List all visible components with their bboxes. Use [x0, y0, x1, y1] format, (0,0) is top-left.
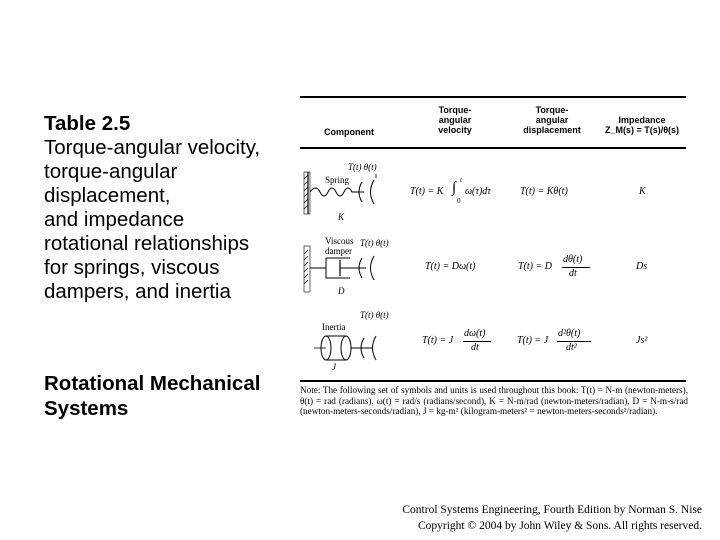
table-caption: [44, 112, 306, 304]
header-component: Component: [324, 127, 374, 137]
spring-velocity-lhs: T(t) = K: [410, 186, 444, 197]
header-impedance: Impedance Z_M(s) = T(s)/θ(s): [604, 115, 680, 135]
caption-line: Torque-angular velocity,: [44, 136, 261, 159]
heading-line: Systems: [44, 397, 129, 420]
spring-velocity-rhs: ω(τ)dτ: [465, 186, 491, 197]
spring-displacement: T(t) = Kθ(t): [520, 186, 568, 197]
damper-diagram: [304, 246, 404, 296]
inertia-velocity-num: dω(t): [464, 328, 486, 339]
slide-heading: [44, 371, 306, 421]
spring-label: Spring: [325, 175, 350, 185]
table-note: Note: The following set of symbols and units is used throughout this book: T(t) = N-m (newton-meters), θ(t) = rad (radians), ω(t) = rad/s (radians/second), K = N-m/rad (newton-meters/radian), D = N-m-s/rad (newton-meters-seconds/radian), J = kg-m² (kilogram-meters² = newton-meters-seconds²/radian).: [300, 385, 688, 417]
table-top-rule: [300, 96, 686, 98]
copyright-credit: [372, 502, 702, 534]
spring-impedance: K: [639, 186, 646, 197]
inertia-param: J: [332, 362, 336, 372]
damper-velocity: T(t) = Dω(t): [425, 261, 476, 272]
damper-displacement-num: dθ(t): [563, 254, 583, 265]
damper-torque-label: T(t) θ(t): [360, 238, 389, 248]
caption-title: Table 2.5: [44, 112, 131, 135]
relationships-table: [300, 96, 688, 436]
inertia-displacement-den: dt²: [566, 342, 577, 353]
inertia-diagram: [314, 328, 404, 368]
caption-line: torque-angular: [44, 160, 178, 183]
inertia-label: Inertia: [322, 322, 346, 332]
damper-displacement-lhs: T(t) = D: [518, 261, 552, 272]
spring-torque-label: T(t) θ(t): [348, 162, 377, 172]
caption-line: displacement,: [44, 184, 171, 207]
header-displacement: Torque- angular displacement: [523, 105, 581, 135]
inertia-velocity-den: dt: [471, 342, 479, 353]
spring-velocity-upper: t: [460, 176, 462, 184]
table-header-rule: [300, 147, 686, 149]
spring-param: K: [338, 212, 345, 222]
damper-displacement-den: dt: [569, 268, 577, 279]
inertia-torque-label: T(t) θ(t): [360, 310, 389, 320]
damper-impedance: Ds: [636, 261, 648, 272]
credit-line: Control Systems Engineering, Fourth Edition by Norman S. Nise: [402, 504, 702, 516]
spring-diagram: [304, 170, 404, 220]
caption-line: and impedance: [44, 208, 185, 231]
inertia-velocity-lhs: T(t) = J: [422, 335, 454, 346]
spring-velocity-integral: ∫: [452, 180, 457, 196]
damper-label: Viscous damper: [325, 236, 354, 256]
caption-line: dampers, and inertia: [44, 280, 231, 303]
inertia-impedance: Js²: [636, 335, 648, 346]
credit-line: Copyright © 2004 by John Wiley & Sons. All rights reserved.: [417, 520, 702, 532]
inertia-displacement-lhs: T(t) = J: [517, 335, 549, 346]
caption-line: for springs, viscous: [44, 256, 220, 279]
caption-line: rotational relationships: [44, 232, 250, 255]
spring-velocity-lower: 0: [457, 197, 461, 205]
inertia-displacement-num: d²θ(t): [558, 328, 581, 339]
header-velocity: Torque- angular velocity: [438, 105, 472, 135]
table-bottom-rule: [300, 380, 686, 382]
heading-line: Rotational Mechanical: [44, 372, 261, 395]
damper-param: D: [338, 286, 345, 296]
